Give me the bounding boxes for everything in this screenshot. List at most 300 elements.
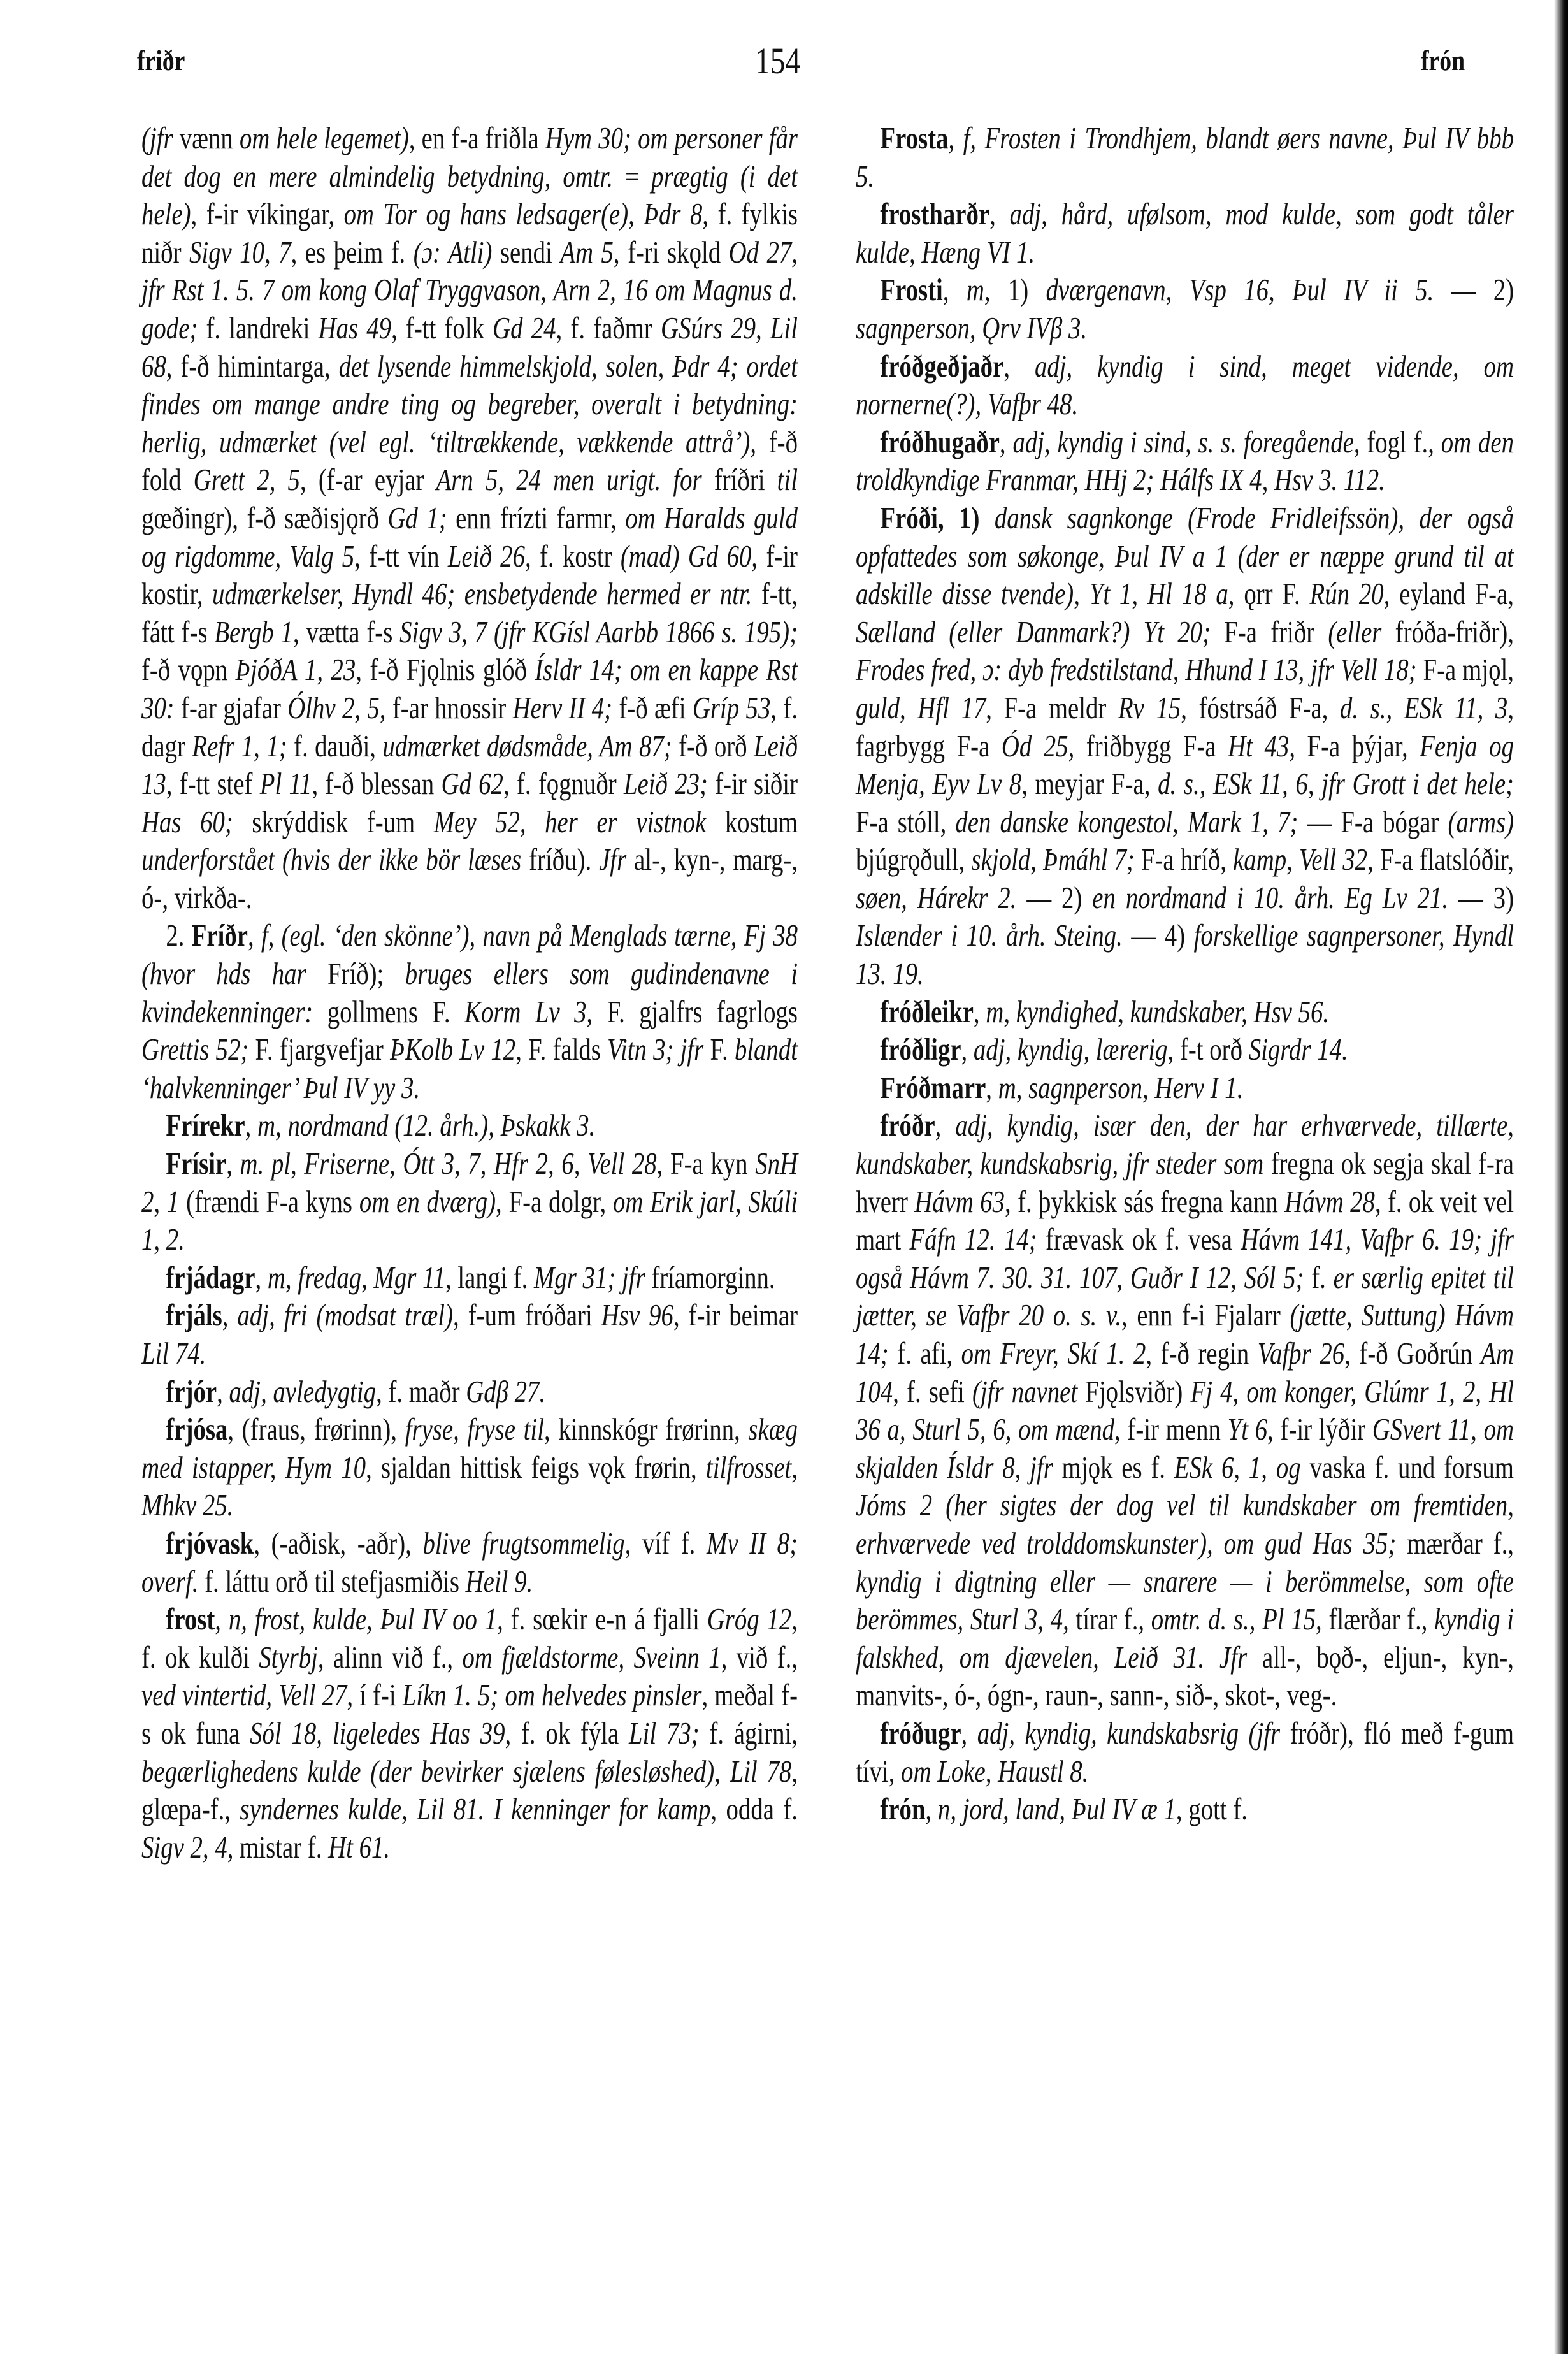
text-roman: , enn f-i Fjalarr: [1121, 1299, 1290, 1333]
gloss-italic: den danske kongestol, Mark 1, 7;: [955, 805, 1307, 839]
gloss-italic: m, nordmand (12. årh.), Þskakk 3.: [257, 1109, 596, 1143]
dictionary-entry: [141, 1297, 798, 1373]
gloss-italic: Heil 9.: [465, 1564, 533, 1599]
dictionary-entry: [856, 1107, 1514, 1715]
gloss-italic: (ɔ: Atli): [413, 235, 500, 270]
gloss-italic: omtr. d. s., Pl 15: [1151, 1603, 1316, 1637]
gloss-italic: adj, kyndig, kundskabsrig (jfr: [977, 1716, 1290, 1751]
text-roman: , (f-ar eyjar: [299, 463, 436, 498]
text-roman: , F-a þýjar,: [1289, 729, 1420, 763]
text-roman: , F-a kyn: [656, 1147, 756, 1181]
gloss-italic: til: [777, 463, 798, 498]
text-roman: , f-ð blessan: [312, 767, 442, 802]
gloss-italic: adj, kyndig i sind, s. s. foregående: [1012, 425, 1354, 459]
text-roman: ,: [999, 425, 1013, 459]
text-roman: ,: [248, 919, 261, 953]
gloss-italic: adj, kyndig, især den, der har erhværvede, tillærte, kundskaber, kundskabsrig, jfr steder som: [856, 1109, 1514, 1181]
text-roman: , f. fylkis niðr: [141, 198, 798, 270]
gloss-italic: Sigrdr 14.: [1248, 1033, 1348, 1067]
gloss-italic: Hym 30; om personer får det dog en mere almindelig betydning, omtr.: [141, 122, 798, 194]
gloss-italic: GSúrs 29, Lil 68: [141, 311, 798, 384]
text-roman: , f. sefi: [893, 1375, 972, 1409]
dictionary-entry: [141, 1107, 798, 1145]
text-roman: ,: [986, 1071, 998, 1105]
gloss-italic: ÞjóðA 1, 23: [235, 653, 356, 688]
gloss-italic: Ód 25: [1001, 729, 1068, 763]
text-roman: kostum: [724, 805, 798, 839]
gloss-italic: Sól 18, ligeledes Has 39: [250, 1716, 505, 1751]
gloss-italic: Fenja og Menja, Eyv Lv 8: [856, 729, 1514, 802]
gloss-italic: om Freyr, Skí 1. 2: [961, 1337, 1146, 1371]
dictionary-entry: [141, 1525, 798, 1601]
dictionary-entry: [856, 500, 1514, 993]
text-roman: F.: [710, 1033, 735, 1067]
text-roman: , fagrbygg F-a: [856, 691, 1514, 763]
text-roman: 1): [1007, 273, 1046, 308]
dictionary-entry: [141, 1145, 798, 1259]
text-roman: — 2): [1026, 881, 1093, 915]
gloss-italic: forskellige sagnpersoner, Hyndl 13. 19.: [856, 919, 1514, 992]
text-roman: , sjaldan hittisk feigs vǫk frørin,: [366, 1450, 706, 1485]
headword: Frísir: [166, 1147, 227, 1181]
left-column: [141, 120, 798, 1867]
text-roman: , víf f.: [624, 1526, 707, 1561]
gloss-italic: adj, kyndig i sind, meget vidende, om nornerne(?), Vafþr 48.: [856, 349, 1514, 422]
page-number: 154: [755, 40, 801, 82]
gloss-italic: guld, Hfl 17: [856, 691, 986, 725]
gloss-italic: er særlig epitet til jætter, se Vafþr 20 o. s. v.: [856, 1260, 1514, 1333]
text-roman: , f. ok fýla: [505, 1716, 629, 1751]
text-roman: gollmens F.: [327, 995, 465, 1029]
text-roman: , en f-a friðla: [408, 122, 545, 155]
text-roman: , f-ir lýðir: [1267, 1413, 1372, 1447]
text-roman: , f. þykkisk sás fregna kann: [1005, 1185, 1285, 1219]
headword: Fróði, 1): [880, 501, 995, 535]
text-roman: f-tt, fátt f-s: [141, 577, 798, 649]
gloss-italic: om den troldkyndige Franmar, HHj 2; Hálfs IX 4, Hsv 3. 112.: [856, 425, 1514, 498]
gloss-italic: ved vintertid, Vell 27: [141, 1679, 347, 1713]
dictionary-entry: [141, 1601, 798, 1867]
gloss-italic: Jóms 2 (her sigtes der dog vel til kundskaber om fremtiden, erhværvede ved trolddomskunster), om gud Has 35;: [856, 1489, 1514, 1561]
text-roman: , langi f.: [445, 1260, 535, 1295]
text-roman: ,: [1003, 349, 1035, 384]
text-roman: f. dauði,: [294, 729, 383, 763]
headword: Fróðmarr: [880, 1071, 986, 1105]
text-roman: f. ágirni,: [709, 1716, 798, 1751]
gloss-italic: (jfr navnet: [972, 1375, 1086, 1409]
text-roman: f-ar gjafar: [181, 691, 288, 725]
gloss-italic: m, sagnperson, Herv I 1.: [998, 1071, 1244, 1105]
gloss-italic: f, Frosten i Trondhjem, blandt øers navne, Þul IV bbb 5.: [856, 122, 1514, 194]
text-roman: , ǫrr F.: [1228, 577, 1310, 612]
text-roman: frævask ok f. vesa: [1045, 1223, 1241, 1257]
gloss-italic: blive frugtsommelig: [422, 1526, 625, 1561]
text-roman: ,: [942, 273, 967, 308]
right-catchword: frón: [1421, 44, 1465, 76]
gloss-italic: m, fredag, Mgr 11: [267, 1260, 445, 1295]
text-roman: f-ð orð: [679, 729, 754, 763]
gloss-italic: kyndig i digtning eller — snarere — i berömmelse, som ofte berömmes, Sturl 3, 4: [856, 1564, 1514, 1637]
text-roman: ,: [215, 1603, 229, 1637]
text-roman: F-a hríð,: [1140, 843, 1234, 877]
text-roman: , tírar f.,: [1063, 1603, 1151, 1637]
text-roman: f-ð æfi: [619, 691, 693, 725]
scanned-page-edge: [1554, 0, 1568, 2354]
gloss-italic: Refr 1, 1;: [192, 729, 294, 763]
gloss-italic: (eller: [1328, 615, 1395, 649]
text-roman: skrýddisk f-um: [252, 805, 434, 839]
gloss-italic: om Haralds guld og rigdomme, Valg 5: [141, 501, 798, 574]
headword: frostharðr: [880, 198, 990, 232]
gloss-italic: d. s., ESk 11, 3: [1340, 691, 1508, 725]
text-roman: fríamorginn.: [651, 1260, 775, 1295]
text-roman: , kinnskógr frørinn,: [543, 1413, 749, 1447]
headword: frjór: [166, 1375, 217, 1409]
gloss-italic: udmærket dødsmåde, Am 87;: [382, 729, 679, 763]
gloss-italic: Gríp 53: [692, 691, 771, 725]
text-roman: ,: [925, 1793, 938, 1827]
text-roman: , vætta f-s: [292, 615, 400, 649]
gloss-italic: GSvert 11, om skjalden Ísldr 8, jfr: [856, 1413, 1514, 1485]
gloss-italic: dansk sagnkonge (Frode Fridleifssön), der også opfattedes som søkonge, Þul IV a 1 (der er næppe grund til at adskille disse tvende), Yt 1, Hl 18 a: [856, 501, 1514, 612]
gloss-italic: Ólhv 2, 5: [287, 691, 380, 725]
gloss-italic: Korm Lv 3: [464, 995, 587, 1029]
text-roman: bjúgrǫðull,: [856, 843, 972, 877]
text-roman: mærðar f.,: [1407, 1526, 1514, 1561]
gloss-italic: Lil 73;: [629, 1716, 710, 1751]
text-roman: , friðbygg F-a: [1068, 729, 1228, 763]
gloss-italic: om fjældstorme, Sveinn 1: [462, 1640, 721, 1675]
text-roman: — 2): [1451, 273, 1514, 308]
text-roman: vaska f. und forsum: [1309, 1450, 1514, 1485]
text-roman: F-a stóll,: [856, 805, 956, 839]
gloss-italic: søen, Hárekr 2.: [856, 881, 1027, 915]
headword: fróðgeðjaðr: [880, 349, 1004, 384]
text-roman: , f-um fróðari: [453, 1299, 601, 1333]
text-roman: mjǫk es f.: [1061, 1450, 1174, 1485]
gloss-italic: Ht 61.: [328, 1830, 391, 1865]
text-roman: — 4): [1131, 919, 1194, 953]
headword: fróðhugaðr: [880, 425, 1000, 459]
text-roman: ,: [222, 1299, 238, 1333]
text-roman: , glœpa-f.,: [141, 1754, 798, 1827]
gloss-italic: m, kyndighed, kundskaber, Hsv 56.: [986, 995, 1330, 1029]
gloss-italic: Has 49: [318, 311, 392, 345]
text-roman: , F-a dolgr,: [496, 1185, 613, 1219]
dictionary-entry: [141, 1411, 798, 1525]
text-roman: fróða-friðr),: [1395, 615, 1514, 649]
right-column: [856, 120, 1514, 1829]
text-roman: ,: [961, 1033, 974, 1067]
gloss-italic: Gd 62: [441, 767, 503, 802]
text-roman: , f-ir kostir,: [141, 539, 798, 612]
gloss-italic: bruges ellers som gudindenavne i kvindekenninger:: [141, 957, 798, 1029]
dictionary-entry: [856, 1715, 1514, 1791]
text-roman: , f-ð regin: [1146, 1337, 1258, 1371]
gloss-italic: Líkn 1. 5; om helvedes pinsler: [402, 1679, 702, 1713]
gloss-italic: Bergb 1: [214, 615, 293, 649]
gloss-italic: dværgenavn, Vsp 16, Þul IV ii 5.: [1046, 273, 1451, 308]
gloss-italic: om en dværg): [359, 1185, 496, 1219]
gloss-italic: adj, avledygtig: [229, 1375, 377, 1409]
text-roman: , meðal f-s ok funa: [141, 1679, 798, 1751]
text-roman: ,: [948, 122, 963, 155]
text-roman: , f. fǫgnuðr: [503, 767, 624, 802]
text-roman: 2.: [166, 919, 192, 953]
text-roman: , alinn við f.,: [317, 1640, 463, 1675]
text-roman: fríðri: [714, 463, 777, 498]
gloss-italic: ÞKolb Lv 12: [390, 1033, 516, 1067]
gloss-italic: Vafþr 26: [1257, 1337, 1345, 1371]
text-roman: , f-ð Goðrún: [1344, 1337, 1481, 1371]
gloss-italic: kyndig i falskhed, om djævelen, Leið 31. Jfr: [856, 1603, 1514, 1675]
right-column-text: [856, 120, 1514, 1829]
gloss-italic: ESk 6, 1, og: [1174, 1450, 1310, 1485]
gloss-italic: Grettis 52;: [141, 1033, 255, 1067]
headword: fróðugr: [880, 1716, 961, 1751]
dictionary-entry: [856, 424, 1514, 500]
headword: frost: [166, 1603, 215, 1637]
gloss-italic: m. pl, Friserne, Ótt 3, 7, Hfr 2, 6, Vell 28: [240, 1147, 657, 1181]
gloss-italic: Od 27, jfr Rst 1. 5. 7 om kong Olaf Tryggvason, Arn 2, 16 om Magnus d. gode;: [141, 235, 798, 345]
dictionary-entry: [856, 993, 1514, 1032]
dictionary-entry: [141, 1373, 798, 1412]
gloss-italic: Islænder i 10. årh. Steing.: [856, 919, 1132, 953]
headword: fróðr: [880, 1109, 935, 1143]
text-roman: ,: [226, 1147, 240, 1181]
headword: frjádagr: [166, 1260, 255, 1295]
text-roman: f. landreki: [206, 311, 319, 345]
gloss-italic: Sigv 10, 7: [189, 235, 291, 270]
text-roman: f.: [1311, 1260, 1334, 1295]
dictionary-entry: [141, 1259, 798, 1297]
text-roman: Fjǫlsviðr): [1085, 1375, 1191, 1409]
dictionary-entry: [856, 196, 1514, 271]
text-roman: , f-tt folk: [391, 311, 493, 345]
text-roman: , F-a meldr: [986, 691, 1118, 725]
text-roman: , eyland F-a,: [1383, 577, 1514, 612]
text-roman: , f-ð fold: [141, 425, 798, 498]
running-header: [0, 40, 1568, 101]
gloss-italic: (jfr: [141, 122, 180, 155]
text-roman: Fríð);: [327, 957, 405, 992]
text-roman: , f. ok kulði: [141, 1603, 798, 1675]
gloss-italic: Fáfn 12. 14;: [909, 1223, 1046, 1257]
gloss-italic: Herv II 4;: [512, 691, 619, 725]
gloss-italic: Sælland (eller Danmark?) Yt 20;: [856, 615, 1225, 649]
gloss-italic: begærlighedens kulde (der bevirker sjælens følesløshed), Lil 78: [141, 1754, 792, 1789]
gloss-italic: n, frost, kulde, Þul IV oo 1: [228, 1603, 498, 1637]
gloss-italic: adj, hård, ufølsom, mod kulde, som godt tåler kulde, Hæng VI 1.: [856, 198, 1514, 270]
dictionary-entry: [856, 1069, 1514, 1108]
left-catchword: friðr: [137, 44, 185, 76]
text-roman: , f-ar hnossir: [379, 691, 513, 725]
text-roman: al-, kyn-, marg-, ó-, virkða-.: [141, 843, 798, 915]
dictionary-entry: [141, 917, 798, 1107]
text-roman: , F-a flatslóðir,: [1367, 843, 1514, 877]
text-roman: , við f.,: [721, 1640, 798, 1675]
gloss-italic: Gdβ 27.: [466, 1375, 546, 1409]
gloss-italic: Mv II 8; overf.: [141, 1526, 798, 1599]
gloss-italic: Hávm 141, Vafþr 6. 19; jfr også Hávm 7. 30. 31. 107, Guðr I 12, Sól 5;: [856, 1223, 1514, 1295]
gloss-italic: Hávm 63: [914, 1185, 1005, 1219]
gloss-italic: blandt ‘halvkenninger’ Þul IV yy 3.: [141, 1033, 798, 1105]
text-roman: , í f-i: [347, 1679, 403, 1713]
gloss-italic: Gd 24: [493, 311, 556, 345]
gloss-italic: (mad) Gd 60: [620, 539, 752, 574]
gloss-italic: Leið 23;: [623, 767, 716, 802]
text-roman: F-a friðr: [1224, 615, 1328, 649]
text-roman: , f-ir beimar: [673, 1299, 798, 1333]
text-roman: , f-tt stef: [166, 767, 260, 802]
text-roman: , es þeim f.: [291, 235, 414, 270]
text-roman: F. fjargvefjar: [255, 1033, 391, 1067]
gloss-italic: Arn 5, 24 men urigt. for: [436, 463, 714, 498]
dictionary-entry: [856, 120, 1514, 196]
gloss-italic: Fj 4, om konger, Glúmr 1, 2, Hl 36 a, Sturl 5, 6, om mænd: [856, 1375, 1514, 1447]
text-roman: , f-ri skǫld: [613, 235, 729, 270]
text-roman: (frændi F-a kyns: [186, 1185, 359, 1219]
dictionary-entry: [856, 348, 1514, 424]
text-roman: ,: [961, 1716, 977, 1751]
text-roman: , f. faðmr: [556, 311, 661, 345]
gloss-italic: om Tor og hans ledsager(e), Þdr 8: [343, 198, 703, 232]
gloss-italic: syndernes kulde, Lil 81. I kenninger for kamp: [240, 1793, 711, 1827]
gloss-italic: Jfr: [599, 843, 635, 877]
text-roman: , f. dagr: [141, 691, 798, 763]
gloss-italic: Am 5: [560, 235, 614, 270]
headword: frón: [880, 1793, 926, 1827]
text-roman: , mistar f.: [227, 1830, 329, 1865]
gloss-italic: en nordmand i 10. årh. Eg Lv 21.: [1092, 881, 1458, 915]
gloss-italic: udmærkelser, Hyndl 46; ensbetydende hermed er ntr.: [212, 577, 761, 612]
text-roman: , f-ir víkingar,: [191, 198, 344, 232]
text-roman: , F. gjalfrs fagrlogs: [586, 995, 798, 1029]
gloss-italic: Yt 6: [1227, 1413, 1268, 1447]
text-roman: F-a mjǫl,: [1423, 653, 1514, 688]
gloss-italic: Rún 20: [1309, 577, 1384, 612]
gloss-italic: Mey 52, her er vistnok: [433, 805, 725, 839]
gloss-italic: om Erik jarl, Skúli 1, 2.: [141, 1185, 798, 1257]
gloss-italic: Frodes fred, ɔ: dyb fredstilstand, Hhund I 13, jfr Vell 18;: [856, 653, 1423, 688]
text-roman: all-, bǫð-, eljun-, kyn-, manvits-, ó-, ógn-, raun-, sann-, sið-, skot-, veg-.: [856, 1640, 1514, 1713]
gloss-italic: det lysende himmelskjold, solen, Þdr 4; ordet findes om mange andre ting og begreber, overalt i betydning: herlig, udmærket (vel egl. ‘tiltrækkende, vækkende attrå’): [141, 349, 798, 459]
headword: Frosta: [880, 122, 949, 155]
text-roman: , fóstrsáð F-a,: [1181, 691, 1340, 725]
headword: Frírekr: [166, 1109, 245, 1143]
left-column-text: [141, 120, 798, 1867]
text-roman: , f-ir menn: [1114, 1413, 1228, 1447]
text-roman: , f-t orð: [1167, 1033, 1249, 1067]
text-roman: sendi: [500, 235, 561, 270]
text-roman: , f-ð Fjǫlnis glóð: [356, 653, 535, 688]
gloss-italic: skjold, Þmáhl 7;: [971, 843, 1141, 877]
gloss-italic: Ísldr 14; om en kappe Rst 30:: [141, 653, 798, 725]
gloss-italic: Gd 1;: [387, 501, 456, 535]
headword: frjósa: [166, 1413, 228, 1447]
text-roman: , gott f.: [1176, 1793, 1248, 1827]
text-roman: ,: [935, 1109, 956, 1143]
dictionary-entry: [141, 120, 798, 917]
text-roman: — 3): [1458, 881, 1514, 915]
text-roman: f-ð vǫpn: [141, 653, 236, 688]
gloss-italic: Rv 15: [1118, 691, 1181, 725]
text-roman: fróðr), fló með f-gum tívi,: [856, 1716, 1514, 1789]
text-roman: ,: [973, 995, 986, 1029]
dictionary-entry: [856, 271, 1514, 347]
text-roman: f. láttu orð til stefjasmiðis: [205, 1564, 466, 1599]
text-roman: , f. sœkir e-n á fjalli: [497, 1603, 707, 1637]
text-roman: , f. ok veit vel mart: [856, 1185, 1514, 1257]
text-roman: , f. kostr: [524, 539, 621, 574]
text-roman: ,: [217, 1375, 229, 1409]
gloss-italic: d. s., ESk 11, 6, jfr Grott i det hele;: [1158, 767, 1514, 802]
gloss-italic: m,: [966, 273, 1008, 308]
text-roman: , (-aðisk, -aðr),: [254, 1526, 423, 1561]
gloss-italic: Leið 26: [447, 539, 525, 574]
text-roman: ,: [255, 1260, 268, 1295]
headword: fróðleikr: [880, 995, 974, 1029]
gloss-italic: Gróg 12: [707, 1603, 792, 1637]
text-roman: f-ir siðir: [715, 767, 798, 802]
gloss-italic: Vitn 3; jfr: [607, 1033, 710, 1067]
text-roman: fregna ok segja skal f-ra hverr: [856, 1147, 1514, 1219]
text-roman: , odda f.: [710, 1793, 798, 1827]
gloss-italic: adj, fri (modsat træl): [237, 1299, 453, 1333]
gloss-italic: prægtig (i det hele): [141, 159, 798, 232]
gloss-italic: n, jord, land, Þul IV æ 1: [937, 1793, 1176, 1827]
gloss-italic: skæg med istapper, Hym 10: [141, 1413, 798, 1485]
text-roman: , (fraus, frørinn),: [227, 1413, 405, 1447]
gloss-italic: (jætte, Suttung) Hávm 14;: [856, 1299, 1514, 1371]
gloss-italic: Hávm 28: [1284, 1185, 1375, 1219]
gloss-italic: om hele legemet): [239, 122, 409, 155]
gloss-italic: tilfrosset, Mhkv 25.: [141, 1450, 798, 1523]
text-roman: enn frízti farmr,: [456, 501, 626, 535]
gloss-italic: SnH 2, 1: [141, 1147, 798, 1219]
text-roman: gœðingr), f-ð sæðisjǫrð: [141, 501, 388, 535]
gloss-italic: Leið 13: [141, 729, 798, 802]
gloss-italic: Grett 2, 5: [193, 463, 300, 498]
gloss-italic: Sigv 3, 7 (jfr KGísl Aarbb 1866 s. 195);: [399, 615, 798, 649]
headword: frjáls: [166, 1299, 222, 1333]
text-roman: , f-tt vín: [354, 539, 448, 574]
gloss-italic: Pl 11: [259, 767, 312, 802]
text-roman: , flærðar f.,: [1316, 1603, 1435, 1637]
gloss-italic: kamp, Vell 32: [1233, 843, 1368, 877]
gloss-italic: f, (egl. ‘den skönne’), navn på Menglads tærne, Fj 38 (hvor hds har: [141, 919, 798, 992]
text-roman: , f. maðr: [376, 1375, 466, 1409]
gloss-italic: underforstået (hvis der ikke bör læses: [141, 843, 529, 877]
headword: fróðligr: [880, 1033, 961, 1067]
text-roman: — F-a bógar: [1307, 805, 1448, 839]
dictionary-entry: [856, 1791, 1514, 1829]
gloss-italic: adj, kyndig, lærerig: [973, 1033, 1168, 1067]
gloss-italic: (arms): [1448, 805, 1514, 839]
gloss-italic: Has 60;: [141, 805, 252, 839]
gloss-italic: Am 104: [856, 1337, 1514, 1409]
text-roman: vænn: [179, 122, 240, 155]
text-roman: =: [625, 159, 652, 194]
text-roman: , fogl f.,: [1353, 425, 1441, 459]
text-roman: , meyjar F-a,: [1021, 767, 1158, 802]
text-roman: ,: [245, 1109, 258, 1143]
text-roman: , f-ð himintarga,: [166, 349, 339, 384]
headword: Frosti: [880, 273, 943, 308]
gloss-italic: Lil 74.: [141, 1337, 206, 1371]
text-roman: , F. falds: [515, 1033, 608, 1067]
text-roman: fríðu).: [529, 843, 600, 877]
